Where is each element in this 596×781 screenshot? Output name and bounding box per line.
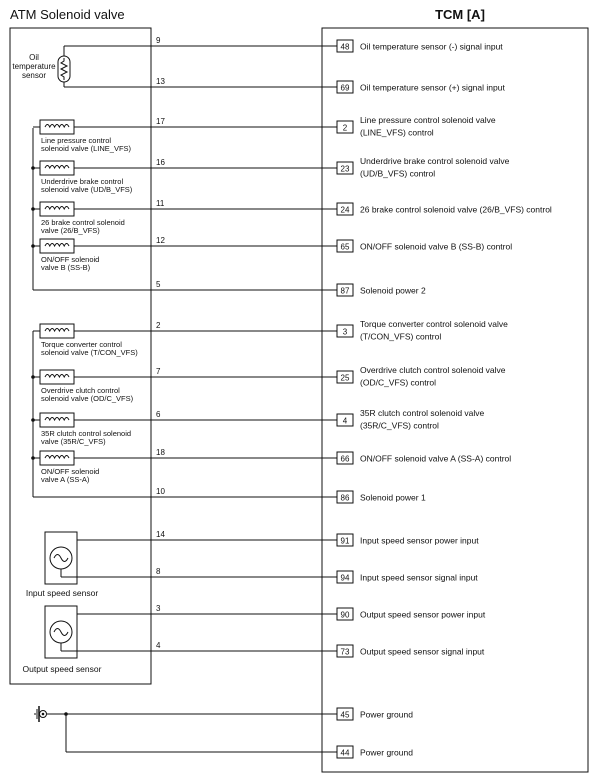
tcm-pin-label: 2 — [342, 123, 348, 133]
connector-pin-label: 9 — [156, 36, 161, 45]
connector-pin-label: 5 — [156, 280, 161, 289]
tcm-box — [322, 28, 588, 772]
right-title: TCM [A] — [435, 7, 485, 22]
tcm-pin-label: 65 — [340, 242, 350, 252]
connector-pin-label: 13 — [156, 77, 165, 86]
connector-pin-label: 18 — [156, 448, 165, 457]
tcm-signal-label: (35R/C_VFS) control — [360, 420, 439, 431]
tcm-signal-label: Oil temperature sensor (-) signal input — [360, 41, 503, 52]
torque-converter-solenoid — [33, 324, 151, 357]
wire-pin-16 — [151, 156, 510, 179]
tcm-signal-label: (T/CON_VFS) control — [360, 331, 442, 342]
connector-pin-label: 8 — [156, 567, 161, 576]
solenoid-label: Overdrive clutch control — [41, 386, 120, 395]
tcm-pin-label: 91 — [340, 536, 350, 546]
solenoid-label: valve B (SS-B) — [41, 263, 91, 272]
tcm-signal-label: 35R clutch control solenoid valve — [360, 408, 485, 418]
tcm-pin-label: 48 — [340, 42, 350, 52]
brake-26-solenoid — [31, 202, 151, 235]
tcm-pin-label: 94 — [340, 573, 350, 583]
tcm-signal-label: Input speed sensor power input — [360, 535, 479, 546]
tcm-signal-label: Power ground — [360, 709, 413, 720]
ground-wire-44 — [337, 746, 413, 758]
tcm-pin-label: 90 — [340, 610, 350, 620]
tcm-signal-label: Output speed sensor power input — [360, 609, 486, 620]
wire-pin-6 — [151, 408, 485, 431]
ss-a-solenoid — [31, 451, 151, 484]
tcm-pin-label: 66 — [340, 454, 350, 464]
tcm-pin-label: 87 — [340, 286, 350, 296]
connector-pin-label: 3 — [156, 604, 161, 613]
connector-pin-label: 6 — [156, 410, 161, 419]
tcm-signal-label: ON/OFF solenoid valve A (SS-A) control — [360, 453, 512, 464]
tcm-signal-label: (LINE_VFS) control — [360, 127, 434, 138]
solenoid-label: solenoid valve (LINE_VFS) — [41, 144, 132, 153]
ground-wire-45 — [337, 708, 413, 720]
connector-pin-label: 11 — [156, 199, 165, 208]
wire-pin-10 — [151, 487, 426, 503]
tcm-signal-label: 26 brake control solenoid valve (26/B_VFS) control — [360, 204, 552, 215]
tcm-signal-label: Power ground — [360, 747, 413, 758]
wire-pin-14 — [151, 530, 479, 546]
solenoid-label: solenoid valve (OD/C_VFS) — [41, 394, 134, 403]
overdrive-clutch-solenoid — [31, 370, 151, 403]
tcm-signal-label: ON/OFF solenoid valve B (SS-B) control — [360, 241, 513, 252]
tcm-pin-label: 3 — [342, 327, 348, 337]
wire-pin-8 — [151, 567, 478, 583]
tcm-signal-label: Oil temperature sensor (+) signal input — [360, 82, 505, 93]
tcm-signal-label: (OD/C_VFS) control — [360, 377, 437, 388]
oil-temp-label-2: temperature — [12, 62, 56, 71]
solenoid-label: solenoid valve (UD/B_VFS) — [41, 185, 133, 194]
solenoid-label: Underdrive brake control — [41, 177, 124, 186]
tcm-signal-label: Input speed sensor signal input — [360, 572, 478, 583]
input-speed-sensor-label: Input speed sensor — [25, 588, 99, 598]
wire-pin-3 — [151, 604, 486, 620]
tcm-signal-label: Torque converter control solenoid valve — [360, 319, 508, 329]
wire-pin-4 — [151, 641, 485, 657]
solenoid-label: valve A (SS-A) — [41, 475, 90, 484]
solenoid-label: ON/OFF solenoid — [41, 255, 100, 264]
connector-pin-label: 2 — [156, 321, 161, 330]
wire-pin-17 — [151, 115, 496, 138]
clutch-35r-solenoid — [31, 413, 151, 446]
tcm-signal-label: Overdrive clutch control solenoid valve — [360, 365, 506, 375]
ground-symbol — [34, 706, 337, 752]
tcm-pin-label: 45 — [340, 710, 350, 720]
oil-temp-label-3: sensor — [21, 71, 47, 80]
tcm-pin-label: 25 — [340, 373, 350, 383]
oil-temperature-sensor — [12, 46, 151, 87]
tcm-pin-label: 4 — [342, 416, 348, 426]
ss-b-solenoid — [31, 239, 151, 272]
tcm-signal-label: Line pressure control solenoid valve — [360, 115, 496, 125]
solenoid-label: valve (35R/C_VFS) — [41, 437, 106, 446]
tcm-signal-label: Solenoid power 2 — [360, 285, 426, 296]
tcm-pin-label: 86 — [340, 493, 350, 503]
connector-pin-label: 17 — [156, 117, 165, 126]
solenoid-label: Torque converter control — [41, 340, 122, 349]
connector-pin-label: 10 — [156, 487, 165, 496]
wire-pin-7 — [151, 365, 506, 388]
output-speed-sensor-label: Output speed sensor — [22, 664, 102, 674]
wire-pin-9 — [151, 36, 503, 52]
line-pressure-solenoid — [33, 120, 151, 153]
tcm-pin-label: 44 — [340, 748, 350, 758]
solenoid-label: solenoid valve (T/CON_VFS) — [41, 348, 138, 357]
solenoid-label: 26 brake control solenoid — [41, 218, 125, 227]
tcm-signal-label: Underdrive brake control solenoid valve — [360, 156, 510, 166]
wire-pin-13 — [151, 77, 505, 93]
tcm-signal-label: Output speed sensor signal input — [360, 646, 485, 657]
connector-pin-label: 4 — [156, 641, 161, 650]
underdrive-brake-solenoid — [31, 161, 151, 194]
wire-pin-18 — [151, 448, 511, 464]
tcm-signal-label: Solenoid power 1 — [360, 492, 426, 503]
solenoid-label: 35R clutch control solenoid — [41, 429, 132, 438]
tcm-pin-label: 69 — [340, 83, 350, 93]
connector-pin-label: 14 — [156, 530, 165, 539]
tcm-pin-label: 23 — [340, 164, 350, 174]
connector-pin-label: 16 — [156, 158, 165, 167]
solenoid-label: valve (26/B_VFS) — [41, 226, 100, 235]
input-speed-sensor — [26, 532, 151, 598]
wire-pin-11 — [151, 199, 552, 215]
solenoid-label: ON/OFF solenoid — [41, 467, 100, 476]
connector-pin-label: 12 — [156, 236, 165, 245]
oil-temp-label-1: Oil — [29, 53, 39, 62]
tcm-signal-label: (UD/B_VFS) control — [360, 168, 436, 179]
wire-pin-12 — [151, 236, 512, 252]
connector-pin-label: 7 — [156, 367, 161, 376]
tcm-pin-label: 73 — [340, 647, 350, 657]
output-speed-sensor — [23, 606, 151, 674]
left-title: ATM Solenoid valve — [10, 7, 125, 22]
solenoid-label: Line pressure control — [41, 136, 112, 145]
wire-pin-5 — [151, 280, 426, 296]
tcm-pin-label: 24 — [340, 205, 350, 215]
wire-pin-2 — [151, 319, 508, 342]
